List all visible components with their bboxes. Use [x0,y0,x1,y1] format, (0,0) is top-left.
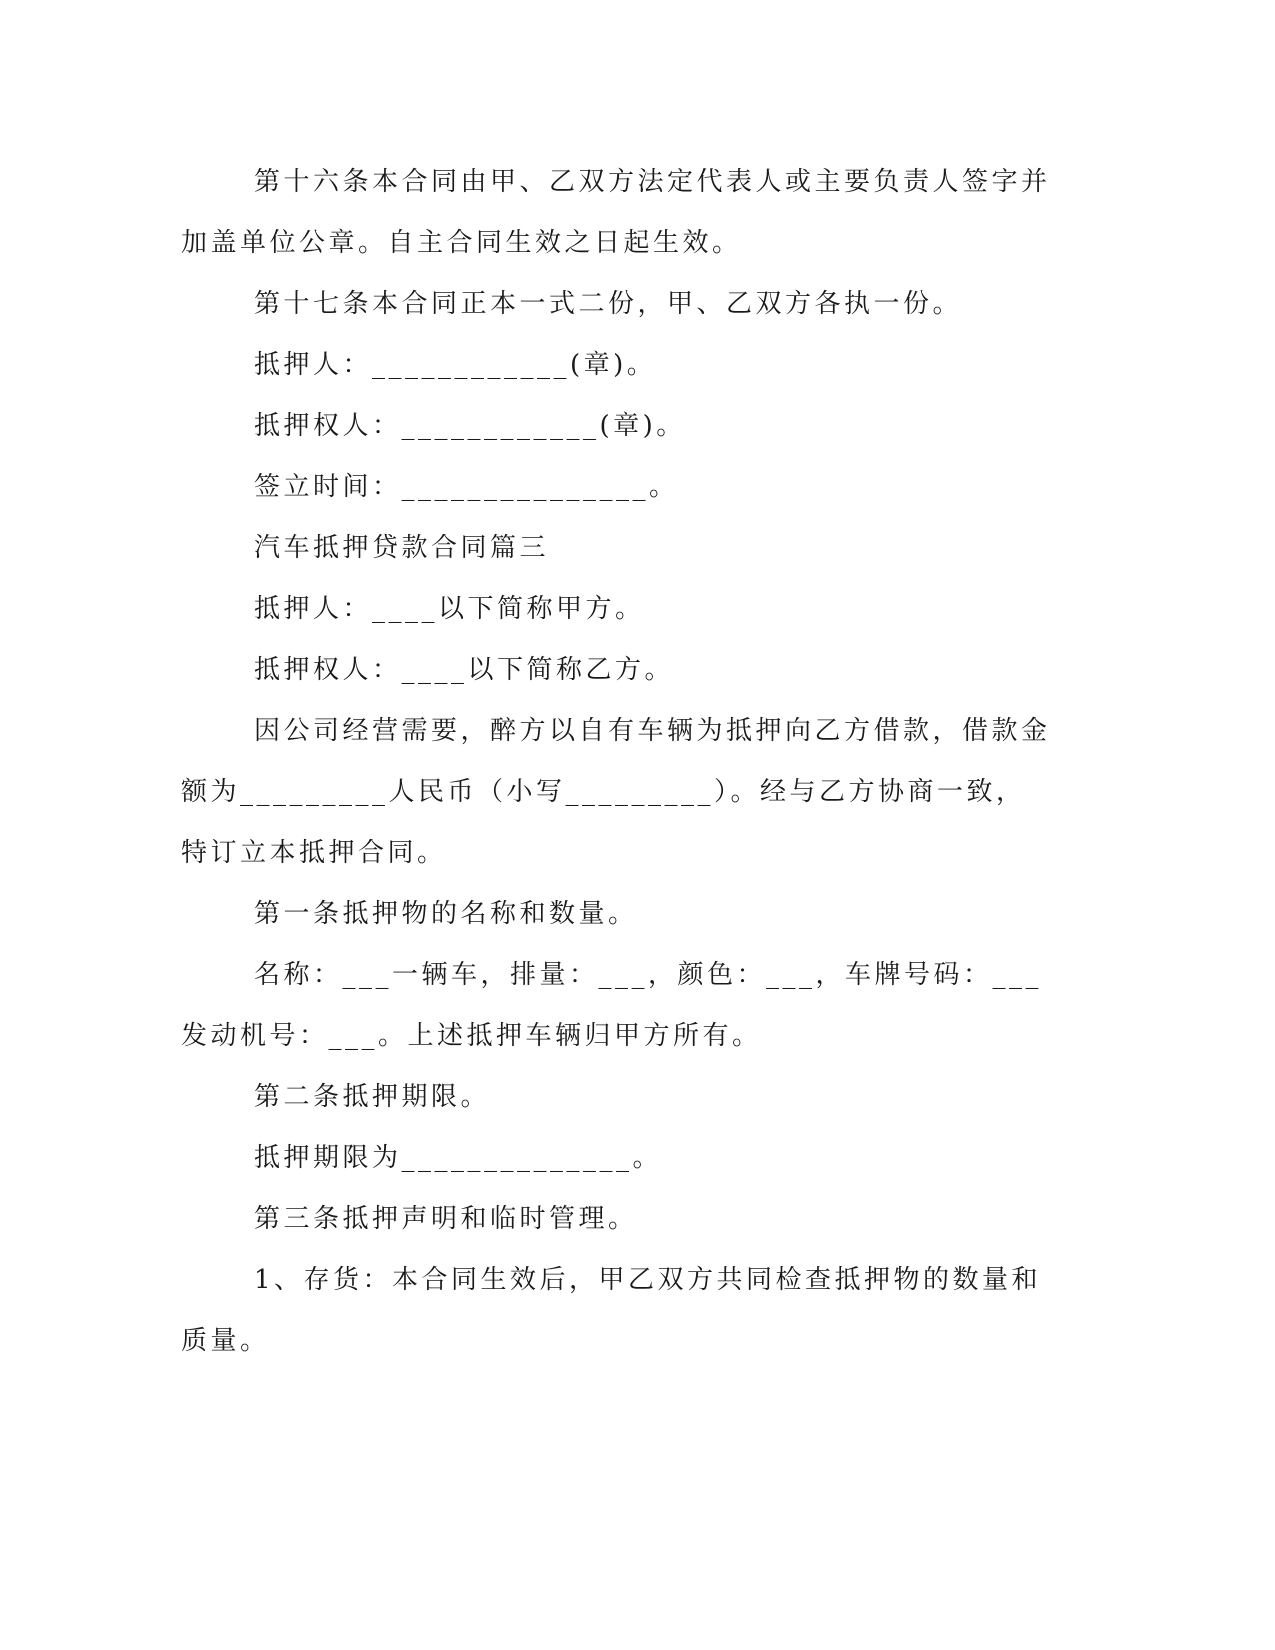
inventory-clause: 1、存货：本合同生效后，甲乙双方共同检查抵押物的数量和质量。 [181,1265,1042,1356]
mortgagee-party-line: 抵押权人：____以下简称乙方。 [254,655,675,685]
mortgagor-party-line: 抵押人：____以下简称甲方。 [254,594,645,624]
clause-17: 第十七条本合同正本一式二份，甲、乙双方各执一份。 [254,289,963,319]
article-3-heading: 第三条抵押声明和临时管理。 [254,1204,638,1234]
article-1-heading: 第一条抵押物的名称和数量。 [254,899,638,929]
loan-purpose-paragraph: 因公司经营需要，醉方以自有车辆为抵押向乙方借款，借款金额为_________人民币（小写_________）。经与乙方协商一致，特订立本抵押合同。 [181,716,1051,868]
article-2-heading: 第二条抵押期限。 [254,1082,491,1112]
mortgage-term-line: 抵押期限为______________。 [254,1143,663,1173]
mortgagee-signature-line: 抵押权人：____________(章)。 [254,411,686,441]
mortgagor-signature-line: 抵押人：____________(章)。 [254,350,657,380]
vehicle-details-paragraph: 名称：___一辆车，排量：___，颜色：___，车牌号码：___发动机号：___。上述抵押车辆归甲方所有。 [181,960,1043,1051]
document-body [181,152,1051,1372]
signing-date-line: 签立时间：_______________。 [254,472,679,502]
clause-16: 第十六条本合同由甲、乙双方法定代表人或主要负责人签字并加盖单位公章。自主合同生效之日起生效。 [181,167,1051,258]
section-heading: 汽车抵押贷款合同篇三 [254,533,550,563]
